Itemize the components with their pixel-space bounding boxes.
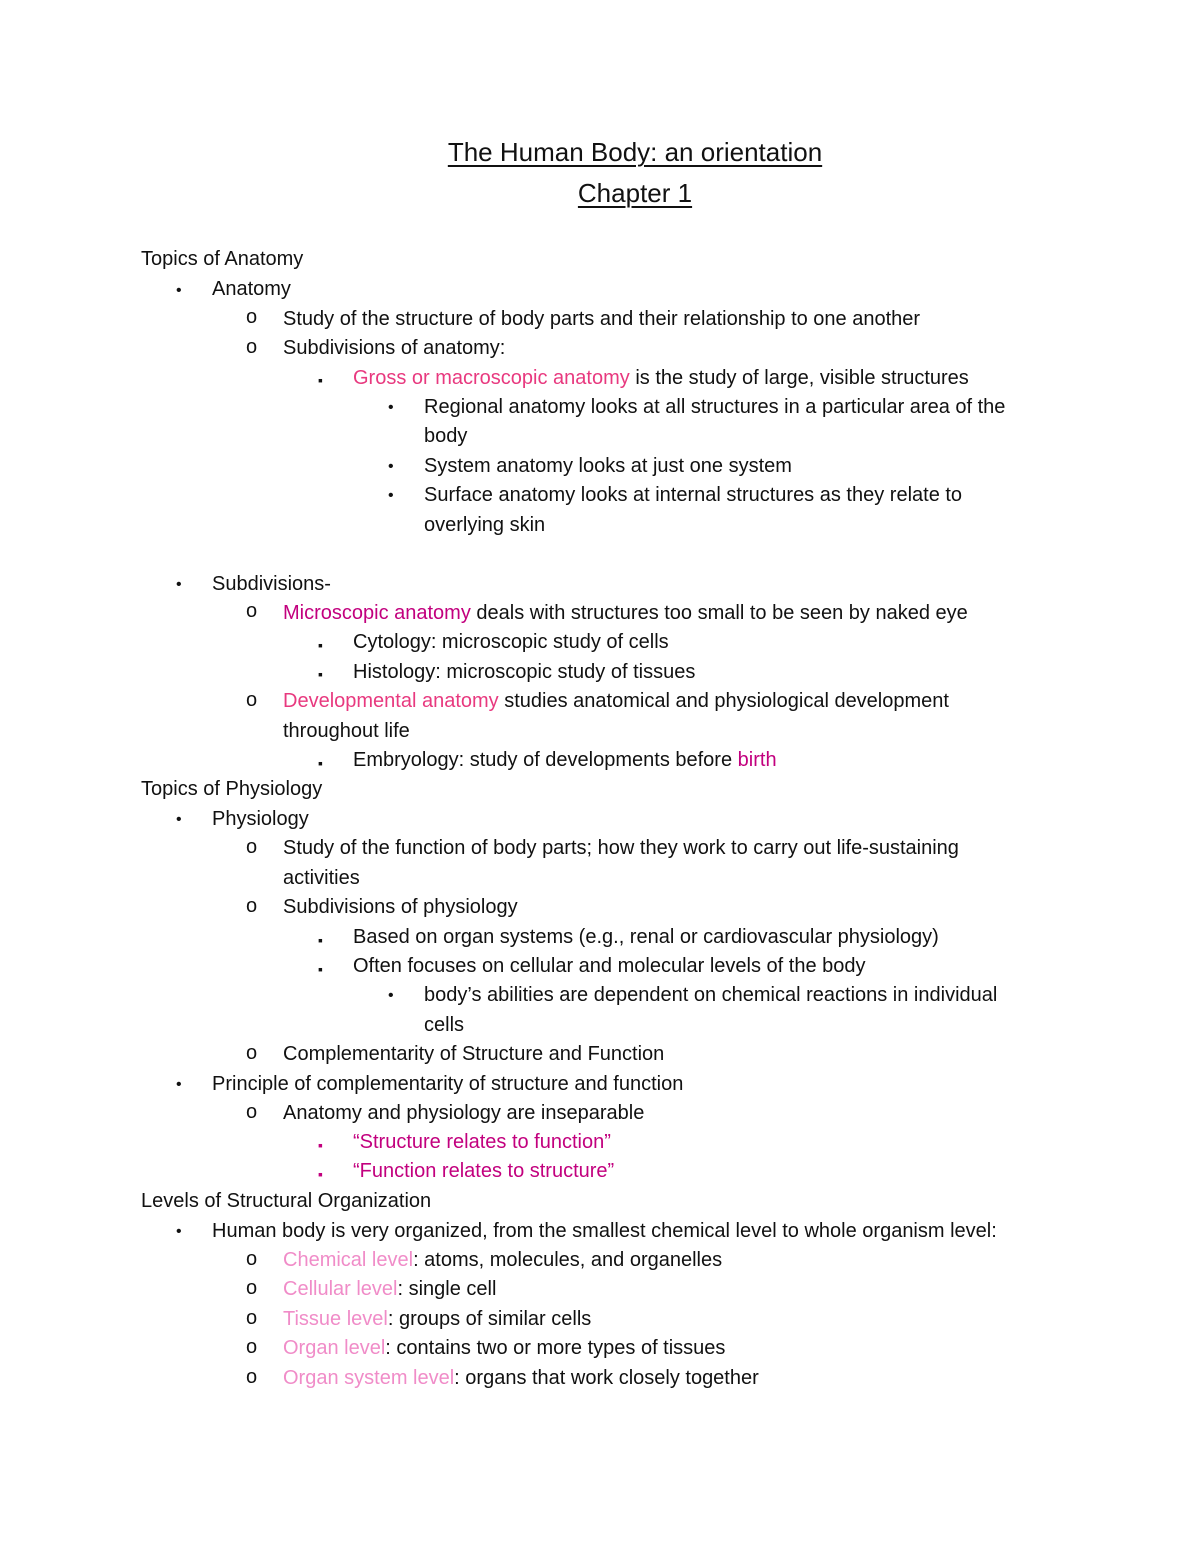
list-item-system-anatomy: System anatomy looks at just one system — [424, 455, 792, 477]
bullet-level4: • — [388, 987, 394, 1004]
bullet-level2: o — [246, 1366, 258, 1388]
list-item-principle: Principle of complementarity of structure and function — [212, 1073, 684, 1095]
bullet-level1: • — [176, 576, 182, 593]
list-item-cellular-level — [283, 1275, 496, 1303]
bullet-level2: o — [246, 689, 258, 711]
bullet-level1: • — [176, 1223, 182, 1240]
bullet-level3: ▪ — [318, 755, 323, 771]
text-chemical-level: : atoms, molecules, and organelles — [413, 1249, 723, 1271]
list-item-anatomy: Anatomy — [212, 278, 291, 300]
list-item-cellular-molecular: Often focuses on cellular and molecular levels of the body — [353, 955, 866, 977]
bullet-level3: ▪ — [318, 1166, 323, 1182]
bullet-level2: o — [246, 1042, 258, 1064]
page-title: The Human Body: an orientation — [447, 137, 823, 167]
list-item-surface-anatomy: Surface anatomy looks at internal structures as they relate to — [424, 484, 963, 506]
list-item-physiology: Physiology — [212, 808, 309, 830]
bullet-level4: • — [388, 458, 394, 475]
term-gross-anatomy: Gross or macroscopic anatomy — [353, 367, 630, 389]
term-organ-system-level: Organ system level — [283, 1367, 455, 1389]
list-item-developmental-anatomy — [283, 687, 949, 715]
bullet-level2: o — [246, 1248, 258, 1270]
list-item-cytology: Cytology: microscopic study of cells — [353, 631, 669, 653]
term-cellular-level: Cellular level — [283, 1278, 398, 1300]
text-tissue-level: : groups of similar cells — [387, 1308, 592, 1330]
bullet-level3: ▪ — [318, 1137, 323, 1153]
text-organ-system-level: : organs that work closely together — [454, 1367, 759, 1389]
list-item-microscopic-anatomy — [283, 599, 968, 627]
list-item-anatomy-subdivisions: Subdivisions of anatomy: — [283, 337, 506, 359]
bullet-level1: • — [176, 1076, 182, 1093]
bullet-level3: ▪ — [318, 961, 323, 977]
text-cellular-level: : single cell — [397, 1278, 497, 1300]
bullet-level1: • — [176, 282, 182, 299]
bullet-level3: ▪ — [318, 932, 323, 948]
bullet-level4: • — [388, 487, 394, 504]
bullet-level3: ▪ — [318, 637, 323, 653]
list-item-anatomy-study: Study of the structure of body parts and their relationship to one another — [283, 308, 921, 330]
term-developmental-anatomy: Developmental anatomy — [283, 690, 499, 712]
list-item-physiology-study-cont: activities — [283, 867, 360, 889]
bullet-level2: o — [246, 1277, 258, 1299]
bullet-level4: • — [388, 399, 394, 416]
term-birth: birth — [737, 749, 777, 771]
list-item-gross-anatomy — [353, 364, 969, 392]
list-item-inseparable: Anatomy and physiology are inseparable — [283, 1102, 645, 1124]
list-item-organized: Human body is very organized, from the smallest chemical level to whole organism level: — [212, 1220, 997, 1242]
list-item-tissue-level — [283, 1305, 591, 1333]
term-microscopic-anatomy: Microscopic anatomy — [283, 602, 471, 624]
section-heading-levels: Levels of Structural Organization — [141, 1190, 432, 1212]
list-item-quote-structure: “Structure relates to function” — [353, 1131, 611, 1153]
list-item-organ-level — [283, 1334, 725, 1362]
bullet-level2: o — [246, 600, 258, 622]
list-item-surface-anatomy-cont: overlying skin — [424, 514, 546, 536]
list-item-embryology — [353, 746, 777, 774]
list-item-developmental-anatomy-cont: throughout life — [283, 720, 410, 742]
list-item-regional-anatomy-cont: body — [424, 425, 468, 447]
list-item-organ-system-level — [283, 1364, 759, 1392]
bullet-level2: o — [246, 1101, 258, 1123]
list-item-body-abilities-cont: cells — [424, 1014, 465, 1036]
list-item-organ-systems: Based on organ systems (e.g., renal or cardiovascular physiology) — [353, 926, 939, 948]
bullet-level2: o — [246, 836, 258, 858]
bullet-level1: • — [176, 811, 182, 828]
chapter-title: Chapter 1 — [577, 178, 693, 208]
list-item-body-abilities: body’s abilities are dependent on chemical reactions in individual — [424, 984, 998, 1006]
list-item-chemical-level — [283, 1246, 722, 1274]
list-item-regional-anatomy: Regional anatomy looks at all structures in a particular area of the — [424, 396, 1006, 418]
list-item-subdivisions: Subdivisions- — [212, 573, 331, 595]
section-heading-physiology: Topics of Physiology — [141, 778, 323, 800]
list-item-quote-function: “Function relates to structure” — [353, 1160, 615, 1182]
bullet-level3: ▪ — [318, 666, 323, 682]
text-gross-anatomy: is the study of large, visible structures — [629, 367, 969, 389]
bullet-level2: o — [246, 895, 258, 917]
term-tissue-level: Tissue level — [283, 1308, 388, 1330]
list-item-histology: Histology: microscopic study of tissues — [353, 661, 696, 683]
text-developmental-anatomy: studies anatomical and physiological development — [498, 690, 949, 712]
bullet-level2: o — [246, 1307, 258, 1329]
list-item-physiology-study: Study of the function of body parts; how they work to carry out life-sustaining — [283, 837, 959, 859]
term-chemical-level: Chemical level — [283, 1249, 414, 1271]
bullet-level3: ▪ — [318, 372, 323, 388]
list-item-complementarity: Complementarity of Structure and Function — [283, 1043, 665, 1065]
text-embryology: Embryology: study of developments before — [353, 749, 738, 771]
list-item-physiology-subdivisions: Subdivisions of physiology — [283, 896, 518, 918]
bullet-level2: o — [246, 1336, 258, 1358]
section-heading-anatomy: Topics of Anatomy — [141, 248, 304, 270]
text-microscopic-anatomy: deals with structures too small to be seen by naked eye — [470, 602, 968, 624]
term-organ-level: Organ level — [283, 1337, 386, 1359]
bullet-level2: o — [246, 336, 258, 358]
text-organ-level: : contains two or more types of tissues — [385, 1337, 726, 1359]
bullet-level2: o — [246, 306, 258, 328]
